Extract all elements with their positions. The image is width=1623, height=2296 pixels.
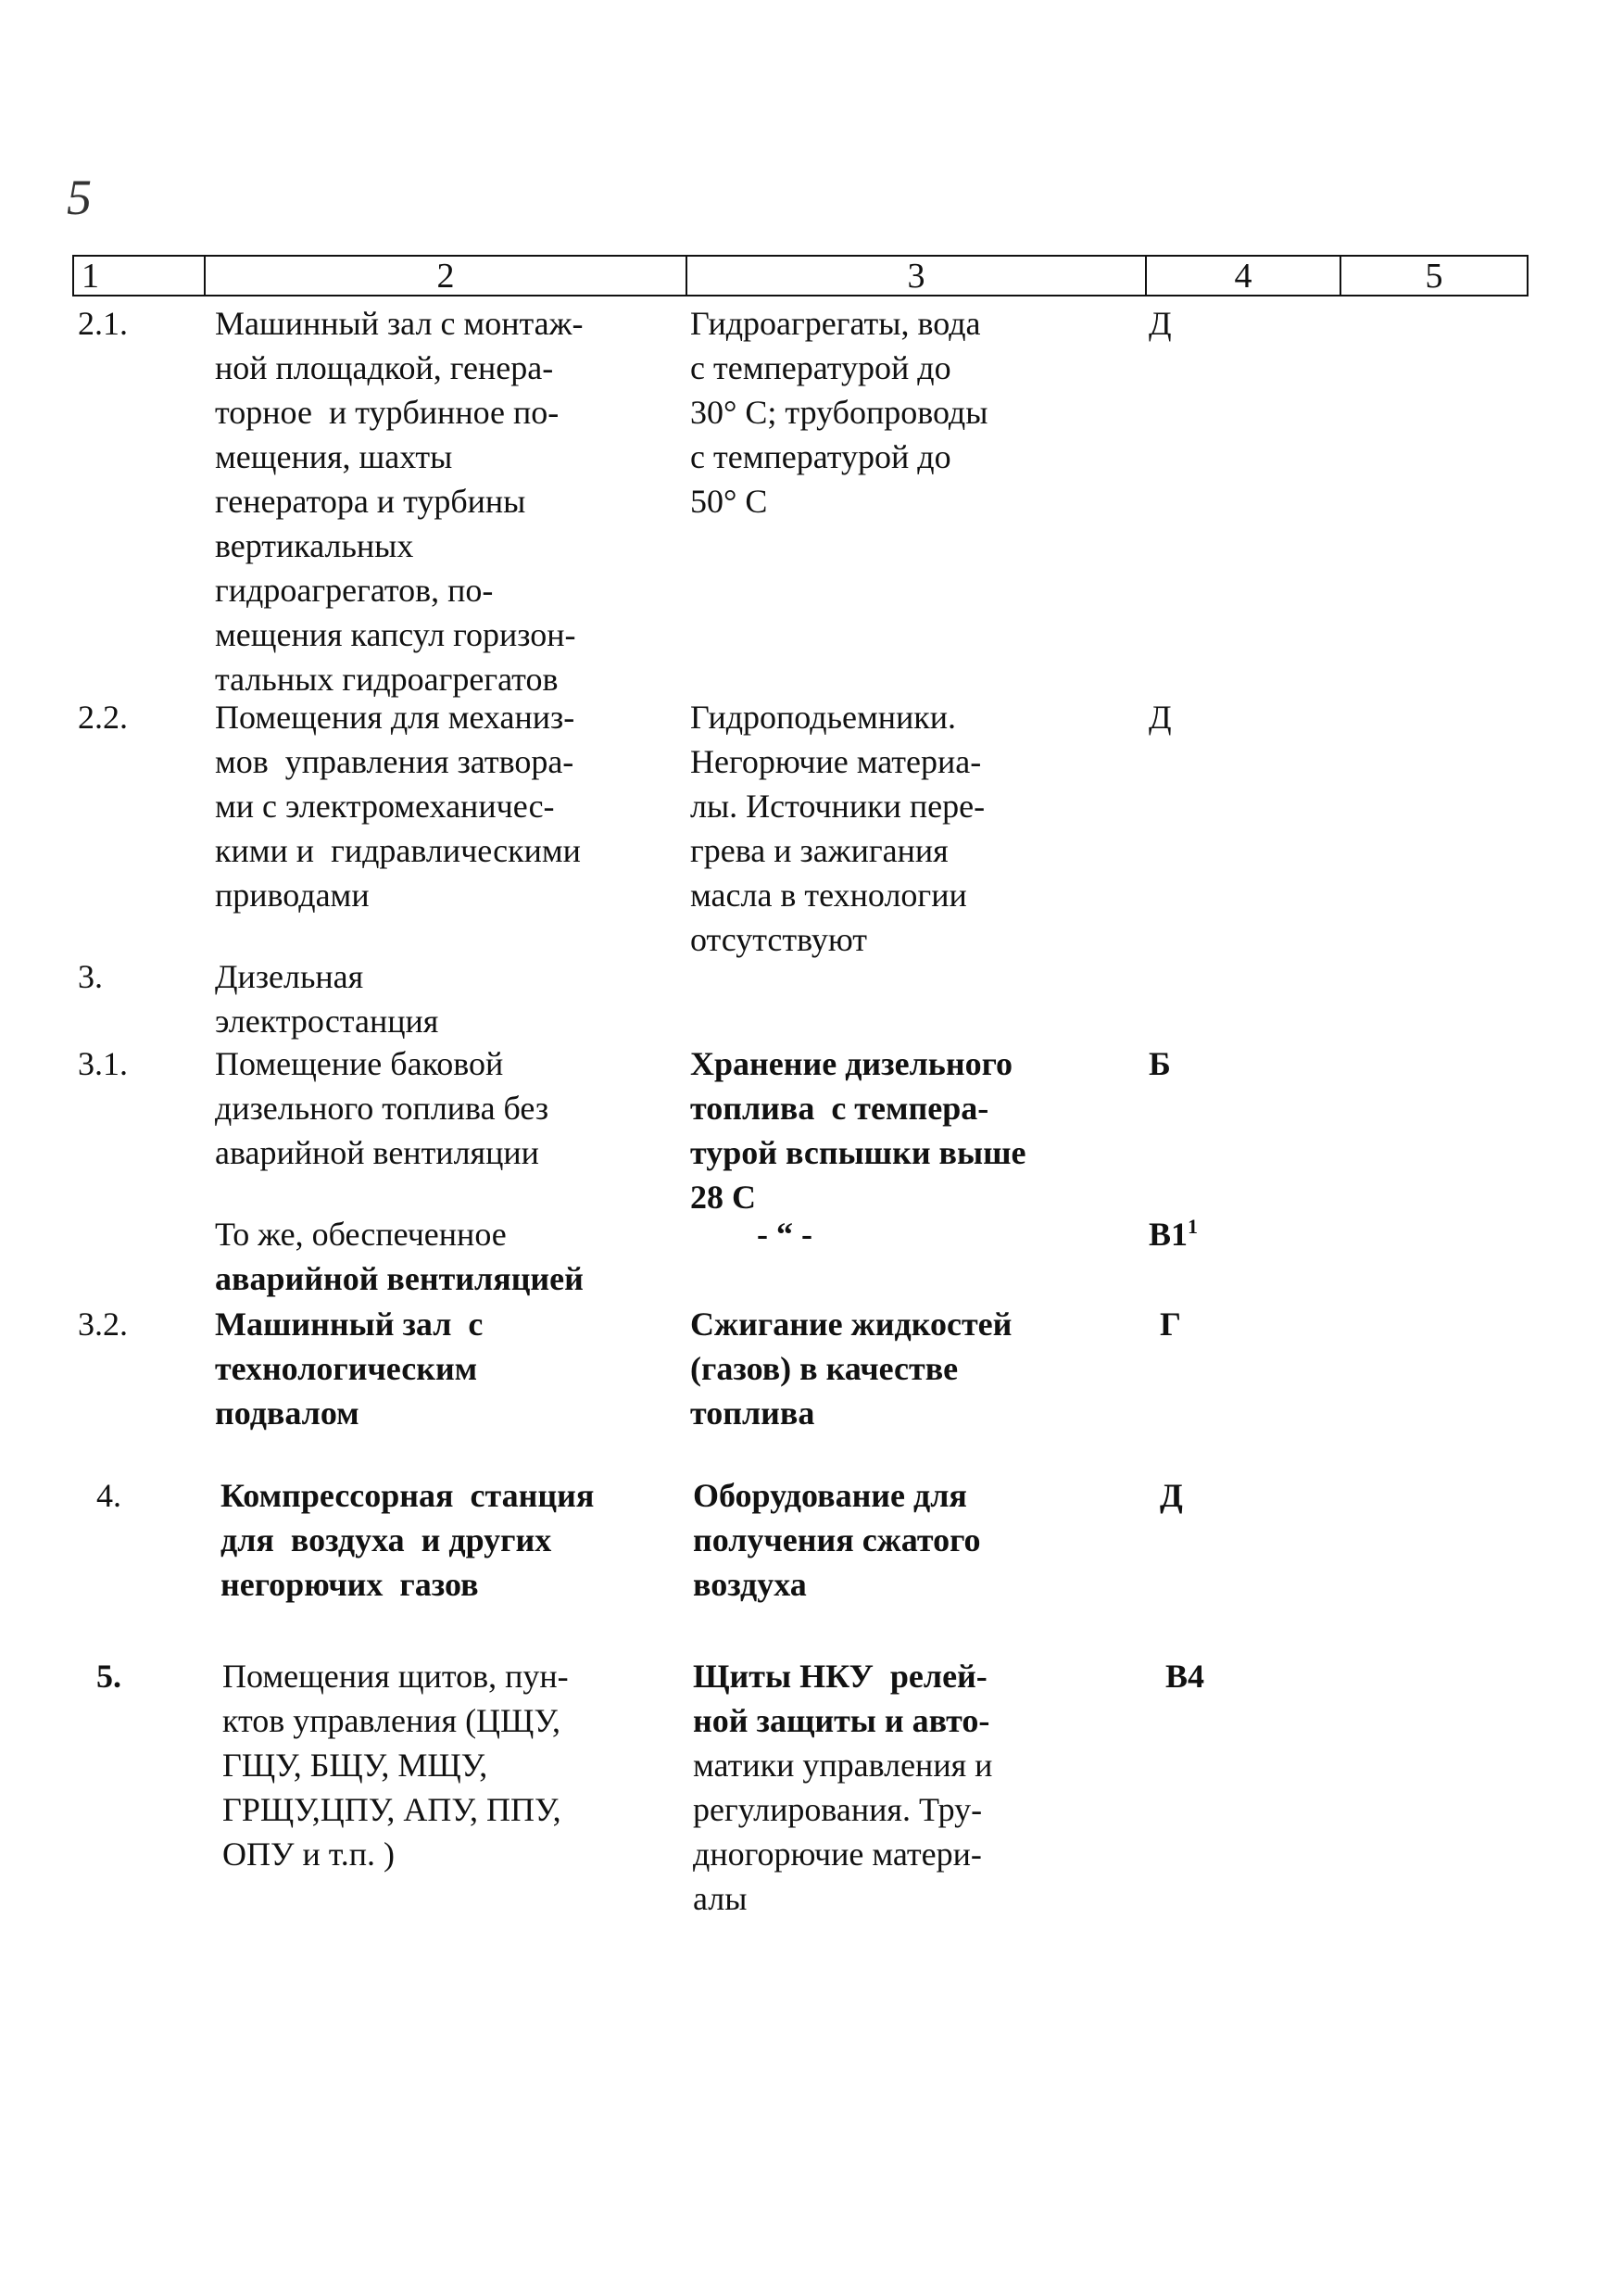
process-description: Хранение дизельного топлива с темпера- турой вспышки выше 28 С [690, 1045, 1026, 1216]
row-number: 3.2. [78, 1306, 128, 1343]
page-number: 5 [67, 170, 92, 225]
process-description: - “ - [690, 1216, 812, 1253]
room-name: Помещение баковой дизельного топлива без аварийной вентиляции [215, 1045, 549, 1171]
category-superscript: 1 [1188, 1215, 1199, 1238]
row-number: 4. [96, 1477, 121, 1514]
header-col-4: 4 [1145, 257, 1340, 295]
row-number: 5. [96, 1658, 121, 1695]
hazard-category: В4 [1165, 1658, 1205, 1695]
header-col-5: 5 [1340, 257, 1527, 295]
room-name: Машинный зал с технологическим подвалом [215, 1306, 484, 1432]
process-description: Сжигание жидкостей (газов) в качестве топлива [690, 1306, 1013, 1432]
table-header [72, 255, 1529, 296]
process-description: Гидроподьемники. Негорючие материа- лы. Источники пере- грева и зажигания масла в технологии отсутствуют [690, 699, 986, 958]
room-name: То же, обеспеченное аварийной вентиляцией [215, 1216, 584, 1297]
room-name: Дизельная электростанция [215, 958, 439, 1040]
row-number: 3.1. [78, 1045, 128, 1082]
room-name: Компрессорная станция для воздуха и других негорючих газов [220, 1477, 595, 1603]
room-name: Помещения для механиз- мов управления затвора- ми с электромеханичес- кими и гидравлическими приводами [215, 699, 581, 914]
hazard-category: Д [1160, 1477, 1183, 1514]
header-col-2: 2 [204, 257, 686, 295]
hazard-category: Б [1149, 1045, 1171, 1082]
room-name: Помещения щитов, пун- ктов управления (ЦЩУ, ГЩУ, БЩУ, МЩУ, ГРЩУ,ЦПУ, АПУ, ППУ, ОПУ и т.п. ) [222, 1658, 569, 1873]
hazard-category: Д [1149, 305, 1172, 342]
process-description: Щиты НКУ релей- ной защиты и авто- матики управления и регулирования. Тру- дногорючие матери- алы [693, 1658, 993, 1917]
room-name: Машинный зал с монтаж- ной площадкой, генера- торное и турбинное по- мещения, шахты генератора и турбины вертикальных гидроагрегатов, по- мещения капсул горизон- тальных гидроагрегатов [215, 305, 584, 698]
row-number: 2.2. [78, 699, 128, 736]
hazard-category: Д [1149, 699, 1172, 736]
process-description: Гидроагрегаты, вода с температурой до 30° С; трубопроводы с температурой до 50° С [690, 305, 988, 520]
header-col-3: 3 [686, 257, 1145, 295]
hazard-category: $В1^1$ [1149, 1215, 1199, 1253]
header-col-1: 1 [82, 257, 99, 296]
process-description: Оборудование для получения сжатого воздуха [693, 1477, 981, 1603]
row-number: 3. [78, 958, 103, 995]
row-number: 2.1. [78, 305, 128, 342]
hazard-category: Г [1160, 1306, 1181, 1343]
